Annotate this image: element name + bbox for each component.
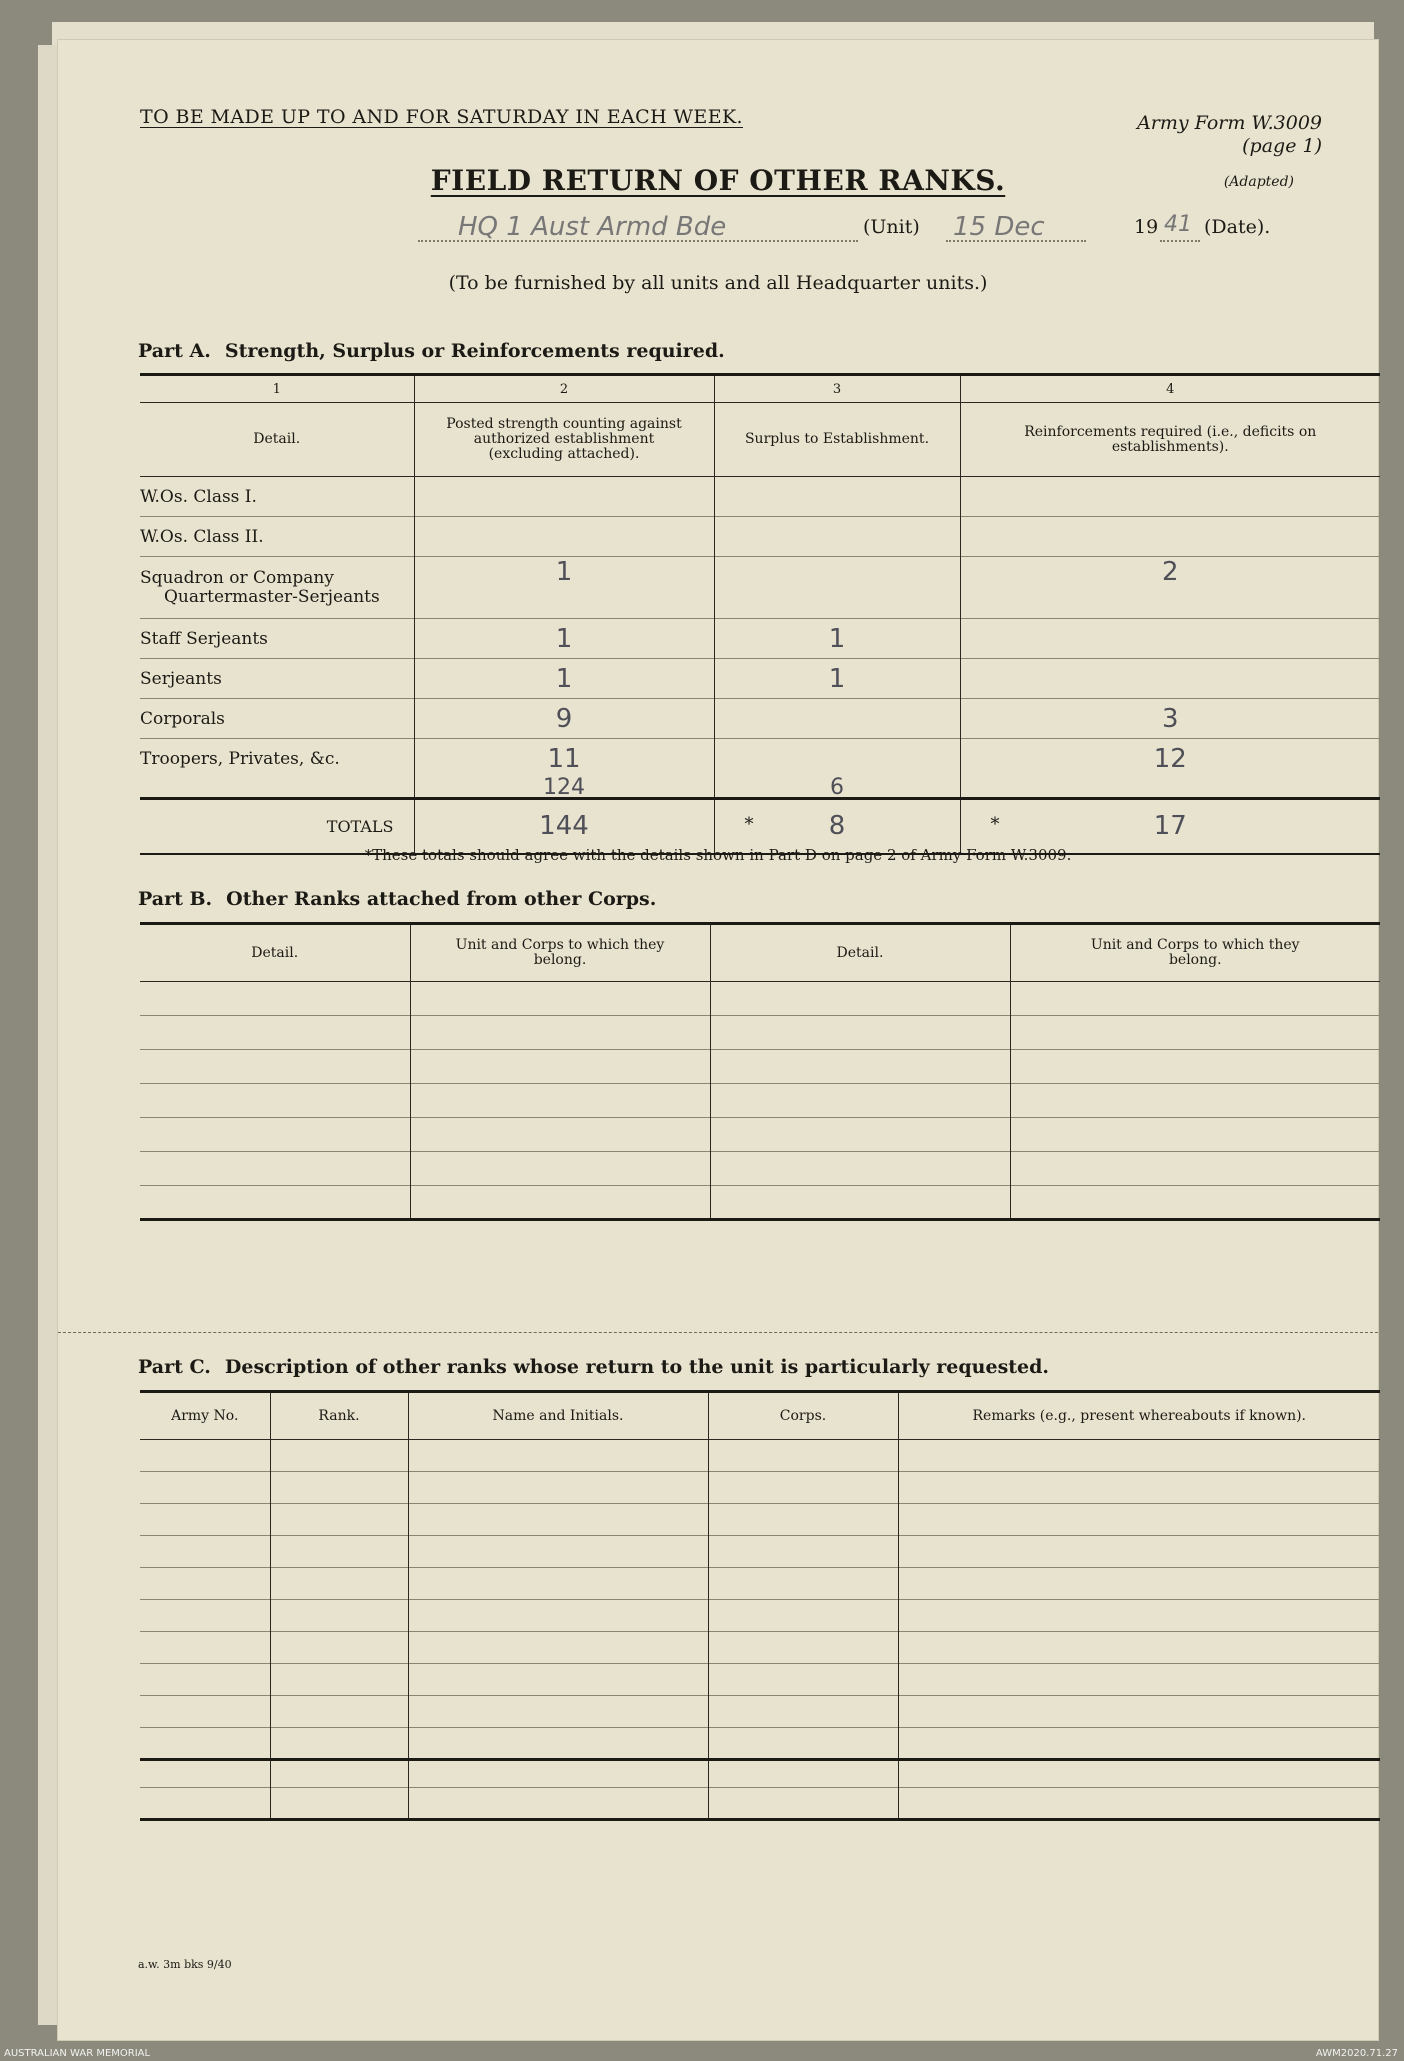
blank-cell[interactable] (270, 1632, 408, 1664)
table-row (140, 1632, 1380, 1664)
part-b-heading: Other Ranks attached from other Corps. (226, 888, 657, 910)
row-detail: Troopers, Privates, &c. (140, 739, 414, 779)
blank-cell[interactable] (710, 1050, 1010, 1084)
row-surplus: 1 (714, 659, 960, 699)
blank-cell[interactable] (270, 1504, 408, 1536)
blank-cell[interactable] (140, 1050, 410, 1084)
blank-cell[interactable] (408, 1600, 708, 1632)
blank-cell[interactable] (270, 1472, 408, 1504)
totals-label: TOTALS (140, 798, 414, 854)
blank-cell[interactable] (898, 1600, 1380, 1632)
table-row (140, 1568, 1380, 1600)
row-reinforcements: 3 (1161, 703, 1179, 734)
blank-cell[interactable] (1010, 1186, 1380, 1220)
blank-cell[interactable] (140, 1118, 410, 1152)
blank-cell[interactable] (270, 1536, 408, 1568)
table-row (140, 1186, 1380, 1220)
table-row (140, 1118, 1380, 1152)
date-label: (Date). (1204, 216, 1271, 238)
weekly-instruction: TO BE MADE UP TO AND FOR SATURDAY IN EACH WEEK. (140, 106, 743, 128)
col-header-unit-corps: Unit and Corps to which they belong. (410, 924, 710, 982)
table-row (140, 659, 1380, 699)
row-surplus (714, 739, 960, 779)
blank-cell[interactable] (140, 1728, 270, 1760)
table-row (140, 1152, 1380, 1186)
blank-cell[interactable] (140, 1016, 410, 1050)
blank-cell[interactable] (408, 1536, 708, 1568)
col-header-detail-2: Detail. (710, 924, 1010, 982)
blank-cell[interactable] (1010, 1084, 1380, 1118)
blank-cell[interactable] (140, 1084, 410, 1118)
row-detail-line-2: Quartermaster-Serjeants (164, 586, 380, 607)
blank-cell[interactable] (710, 1016, 1010, 1050)
blank-cell[interactable] (708, 1504, 898, 1536)
printer-code: a.w. 3m bks 9/40 (138, 1958, 232, 1971)
blank-cell[interactable] (140, 1440, 270, 1472)
row-posted: 1 (414, 557, 714, 619)
blank-cell[interactable] (898, 1472, 1380, 1504)
form-number-block (1137, 112, 1322, 158)
blank-cell[interactable] (898, 1440, 1380, 1472)
part-c-heading: Description of other ranks whose return to the unit is particularly requested. (224, 1356, 1050, 1378)
totals-surplus-asterisk: * (744, 813, 754, 835)
row-detail: W.Os. Class I. (140, 477, 414, 517)
blank-cell[interactable] (408, 1728, 708, 1760)
blank-cell[interactable] (708, 1632, 898, 1664)
blank-cell[interactable] (140, 1760, 270, 1788)
blank-cell[interactable] (408, 1696, 708, 1728)
row-reinforcements (960, 619, 1380, 659)
blank-cell[interactable] (410, 1186, 710, 1220)
blank-cell[interactable] (140, 1186, 410, 1220)
blank-cell[interactable] (140, 1788, 270, 1820)
blank-cell[interactable] (898, 1760, 1380, 1788)
blank-cell[interactable] (898, 1536, 1380, 1568)
col-header-unit-corps-2: Unit and Corps to which they belong. (1090, 937, 1300, 968)
part-c-body (140, 1440, 1380, 1820)
table-row (140, 557, 1380, 619)
row-posted (414, 517, 714, 557)
row-posted: 1 (414, 619, 714, 659)
footer-archive-name: AUSTRALIAN WAR MEMORIAL (4, 2048, 151, 2059)
table-row (140, 1472, 1380, 1504)
table-row (140, 1760, 1380, 1788)
totals-note: *These totals should agree with the details shown in Part D on page 2 of Army Form W.3009. (364, 846, 1072, 864)
row-surplus (714, 557, 960, 619)
row-detail: Staff Serjeants (140, 619, 414, 659)
table-row (140, 517, 1380, 557)
blank-cell[interactable] (270, 1664, 408, 1696)
form-adapted: (Adapted) (1223, 174, 1294, 190)
blank-cell[interactable] (898, 1728, 1380, 1760)
blank-cell[interactable] (708, 1760, 898, 1788)
blank-cell[interactable] (710, 1118, 1010, 1152)
blank-cell[interactable] (410, 1016, 710, 1050)
subtotal-row (140, 779, 1380, 799)
col-number-2: 2 (414, 375, 714, 403)
row-detail: Corporals (140, 699, 414, 739)
date-handwritten: 15 Dec (953, 212, 1045, 242)
blank-cell[interactable] (898, 1664, 1380, 1696)
col-number-1: 1 (140, 375, 414, 403)
table-row (140, 1504, 1380, 1536)
table-row (140, 1728, 1380, 1760)
blank-cell[interactable] (140, 1632, 270, 1664)
blank-cell[interactable] (898, 1504, 1380, 1536)
part-a-table (140, 373, 1380, 855)
blank-cell[interactable] (140, 1152, 410, 1186)
part-a-column-numbers (140, 375, 1380, 403)
part-a-label: Part A. (138, 340, 211, 362)
col-header-rank: Rank. (270, 1392, 408, 1440)
part-a-title (138, 340, 725, 362)
blank-cell[interactable] (408, 1504, 708, 1536)
blank-cell[interactable] (708, 1728, 898, 1760)
table-row (140, 699, 1380, 739)
blank-cell[interactable] (270, 1760, 408, 1788)
table-row (140, 1788, 1380, 1820)
blank-cell[interactable] (270, 1440, 408, 1472)
blank-cell[interactable] (708, 1536, 898, 1568)
blank-cell[interactable] (708, 1472, 898, 1504)
row-posted: 1 (414, 659, 714, 699)
col-header-name: Name and Initials. (408, 1392, 708, 1440)
blank-cell[interactable] (140, 1568, 270, 1600)
year-handwritten: 41 (1164, 212, 1192, 237)
row-posted: 11 (414, 739, 714, 779)
row-surplus (714, 477, 960, 517)
blank-cell[interactable] (708, 1600, 898, 1632)
col-number-3: 3 (714, 375, 960, 403)
col-header-posted-strength: Posted strength counting against authorized establishment (excluding attached). (414, 403, 714, 477)
blank-cell[interactable] (1010, 1050, 1380, 1084)
table-row (140, 477, 1380, 517)
col-header-remarks: Remarks (e.g., present whereabouts if known). (972, 1407, 1306, 1424)
part-c-header-row (140, 1392, 1380, 1440)
blank-cell[interactable] (270, 1696, 408, 1728)
blank-cell[interactable] (708, 1664, 898, 1696)
part-c-label: Part C. (138, 1356, 211, 1378)
blank-cell[interactable] (410, 1084, 710, 1118)
col-header-surplus: Surplus to Establishment. (714, 403, 960, 477)
form-title: FIELD RETURN OF OTHER RANKS. (430, 164, 1006, 197)
blank-cell[interactable] (410, 1152, 710, 1186)
footer-archive-id: AWM2020.71.27 (1315, 2048, 1398, 2059)
blank-cell[interactable] (270, 1788, 408, 1820)
part-a-header-row (140, 403, 1380, 477)
table-row (140, 1084, 1380, 1118)
blank-cell[interactable] (898, 1788, 1380, 1820)
blank-cell[interactable] (140, 982, 410, 1016)
totals-surplus: 8 (828, 811, 846, 842)
row-surplus: 1 (714, 619, 960, 659)
subtotal-reinforcements (960, 779, 1380, 799)
blank-cell[interactable] (408, 1472, 708, 1504)
row-reinforcements: 2 (1161, 557, 1179, 587)
col-header-reinforcements: Reinforcements required (i.e., deficits on establishments). (1024, 423, 1317, 455)
table-row (140, 1696, 1380, 1728)
row-posted (414, 477, 714, 517)
col-number-4: 4 (1166, 381, 1175, 397)
row-detail: Serjeants (140, 659, 414, 699)
row-reinforcements (960, 659, 1380, 699)
form-page-number: (page 1) (1242, 135, 1322, 157)
blank-cell[interactable] (898, 1696, 1380, 1728)
part-b-table (140, 922, 1380, 1221)
unit-label: (Unit) (863, 216, 920, 238)
blank-cell[interactable] (140, 1600, 270, 1632)
part-c-table (140, 1390, 1380, 1821)
form-page (58, 40, 1378, 2040)
table-row (140, 1440, 1380, 1472)
blank-cell[interactable] (270, 1568, 408, 1600)
table-row (140, 1600, 1380, 1632)
form-number: Army Form W.3009 (1137, 112, 1322, 134)
furnished-note: (To be furnished by all units and all Headquarter units.) (448, 272, 988, 294)
blank-cell[interactable] (140, 1504, 270, 1536)
row-detail: W.Os. Class II. (140, 517, 414, 557)
blank-cell[interactable] (410, 1050, 710, 1084)
totals-reinforcements: 17 (1153, 811, 1187, 842)
table-row (140, 1050, 1380, 1084)
table-row (140, 739, 1380, 779)
totals-reinforcements-asterisk: * (990, 813, 1000, 835)
blank-cell[interactable] (408, 1568, 708, 1600)
totals-posted: 144 (414, 798, 714, 854)
blank-cell[interactable] (1010, 1016, 1380, 1050)
blank-cell[interactable] (710, 1084, 1010, 1118)
row-surplus (714, 699, 960, 739)
blank-cell[interactable] (708, 1788, 898, 1820)
blank-cell[interactable] (408, 1760, 708, 1788)
blank-cell[interactable] (408, 1664, 708, 1696)
blank-cell[interactable] (410, 1118, 710, 1152)
part-b-label: Part B. (138, 888, 213, 910)
col-header-corps: Corps. (708, 1392, 898, 1440)
blank-cell[interactable] (708, 1696, 898, 1728)
row-reinforcements (960, 517, 1380, 557)
blank-cell[interactable] (270, 1728, 408, 1760)
unit-handwritten: HQ 1 Aust Armd Bde (458, 212, 727, 242)
blank-cell[interactable] (140, 1536, 270, 1568)
blank-cell[interactable] (710, 982, 1010, 1016)
row-detail (140, 557, 414, 619)
col-header-detail: Detail. (140, 403, 414, 477)
blank-cell[interactable] (710, 1186, 1010, 1220)
blank-cell[interactable] (270, 1600, 408, 1632)
row-reinforcements (960, 477, 1380, 517)
blank-cell[interactable] (708, 1440, 898, 1472)
subtotal-detail (140, 779, 414, 799)
blank-cell[interactable] (1010, 1152, 1380, 1186)
subtotal-posted: 124 (414, 779, 714, 799)
table-row (140, 1536, 1380, 1568)
row-posted: 9 (414, 699, 714, 739)
blank-cell[interactable] (140, 1664, 270, 1696)
part-c-title (138, 1356, 1049, 1378)
part-b-title (138, 888, 656, 910)
blank-cell[interactable] (408, 1788, 708, 1820)
part-b-body (140, 982, 1380, 1220)
blank-cell[interactable] (1010, 1118, 1380, 1152)
subtotal-surplus: 6 (714, 779, 960, 799)
col-header-detail: Detail. (140, 924, 410, 982)
table-row (140, 982, 1380, 1016)
table-row (140, 1016, 1380, 1050)
table-row (140, 619, 1380, 659)
blank-cell[interactable] (408, 1632, 708, 1664)
year-prefix: 19 (1134, 216, 1159, 238)
blank-cell[interactable] (140, 1472, 270, 1504)
table-row (140, 1664, 1380, 1696)
row-surplus (714, 517, 960, 557)
col-header-army-no: Army No. (140, 1392, 270, 1440)
blank-cell[interactable] (1010, 982, 1380, 1016)
row-detail-line-1: Squadron or Company (140, 567, 334, 588)
unit-date-line (418, 212, 1358, 256)
blank-cell[interactable] (898, 1632, 1380, 1664)
blank-cell[interactable] (710, 1152, 1010, 1186)
part-b-header-row (140, 924, 1380, 982)
blank-cell[interactable] (708, 1568, 898, 1600)
blank-cell[interactable] (140, 1696, 270, 1728)
part-a-heading: Strength, Surplus or Reinforcements required. (224, 340, 725, 362)
row-reinforcements: 12 (1153, 743, 1187, 774)
blank-cell[interactable] (408, 1440, 708, 1472)
blank-cell[interactable] (898, 1568, 1380, 1600)
blank-cell[interactable] (410, 982, 710, 1016)
perforation-line (58, 1332, 1378, 1333)
